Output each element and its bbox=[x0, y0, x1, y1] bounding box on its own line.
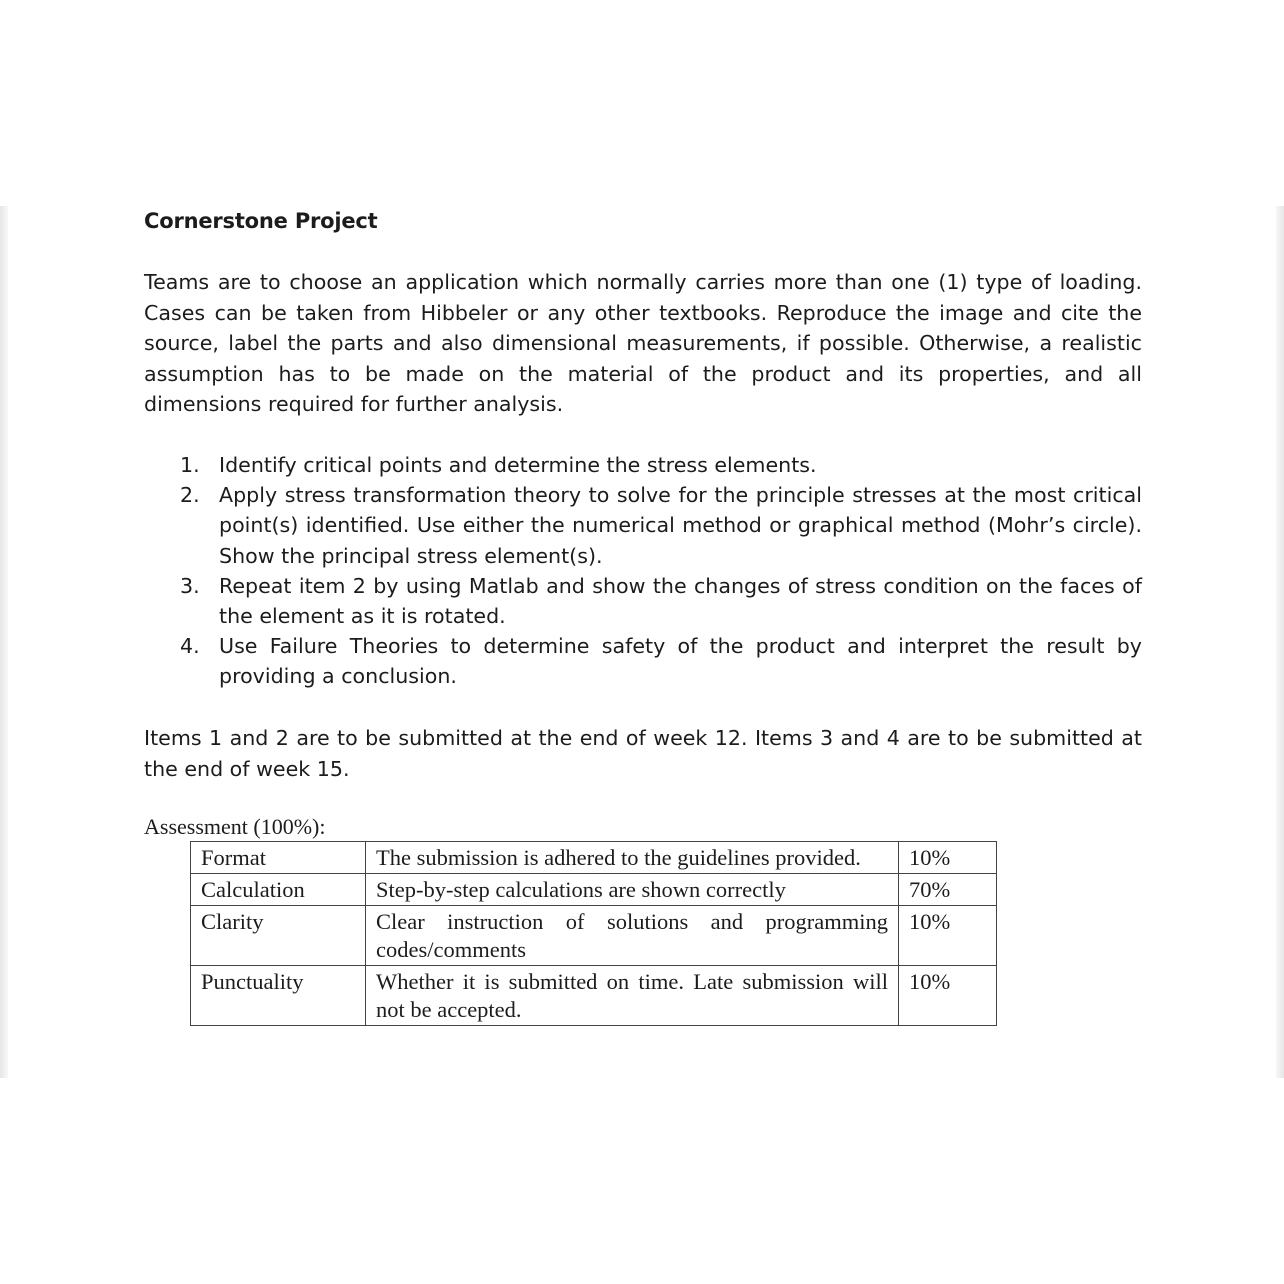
task-number: 4. bbox=[180, 634, 200, 659]
task-item bbox=[144, 450, 1142, 480]
task-number: 2. bbox=[180, 483, 200, 508]
task-item bbox=[144, 631, 1142, 691]
task-number: 1. bbox=[180, 453, 200, 477]
task-text: Apply stress transformation theory to solve for the principle stresses at the most critical point(s) identified. Use either the numerical method or graphical method (Mohr’s circle). Show the principal stress element(s). bbox=[219, 483, 1142, 568]
criterion-cell: Clarity bbox=[191, 906, 366, 966]
task-text: Use Failure Theories to determine safety of the product and interpret the result by providing a conclusion. bbox=[219, 634, 1142, 689]
description-cell: Step-by-step calculations are shown correctly bbox=[366, 874, 899, 906]
table-row bbox=[191, 842, 997, 874]
task-number: 3. bbox=[180, 573, 200, 598]
description-cell: The submission is adhered to the guidelines provided. bbox=[366, 842, 899, 874]
table-row bbox=[191, 906, 997, 966]
assessment-heading: Assessment (100%): bbox=[144, 814, 326, 839]
task-text: Repeat item 2 by using Matlab and show the changes of stress condition on the faces of the element as it is rotated. bbox=[219, 573, 1142, 629]
weight-cell: 70% bbox=[899, 874, 997, 906]
intro-paragraph: Teams are to choose an application which normally carries more than one (1) type of loading. Cases can be taken from Hibbeler or any other textbooks. Reproduce the image and cite the source, label the parts and also dimensional measurements, if possible. Otherwise, a realistic assumption has to be made on the material of the product and its properties, and all dimensions required for further analysis. bbox=[144, 270, 1142, 417]
document-title: Cornerstone Project bbox=[144, 209, 378, 233]
assessment-table bbox=[190, 841, 997, 1026]
criterion-cell: Calculation bbox=[191, 874, 366, 906]
task-item bbox=[144, 480, 1142, 571]
table-row bbox=[191, 966, 997, 1026]
weight-cell: 10% bbox=[899, 966, 997, 1026]
deadline-paragraph: Items 1 and 2 are to be submitted at the end of week 12. Items 3 and 4 are to be submitted at the end of week 15. bbox=[144, 726, 1142, 781]
page-edge-right bbox=[1276, 206, 1284, 1078]
task-list bbox=[144, 450, 1142, 692]
task-item bbox=[144, 571, 1142, 631]
page-edge-left bbox=[0, 206, 8, 1078]
criterion-cell: Punctuality bbox=[191, 966, 366, 1026]
description-cell: Whether it is submitted on time. Late submission will not be accepted. bbox=[366, 966, 899, 1026]
criterion-cell: Format bbox=[191, 842, 366, 874]
weight-cell: 10% bbox=[899, 906, 997, 966]
weight-cell: 10% bbox=[899, 842, 997, 874]
description-cell: Clear instruction of solutions and programming codes/comments bbox=[366, 906, 899, 966]
table-row bbox=[191, 874, 997, 906]
task-text: Identify critical points and determine the stress elements. bbox=[219, 453, 817, 477]
